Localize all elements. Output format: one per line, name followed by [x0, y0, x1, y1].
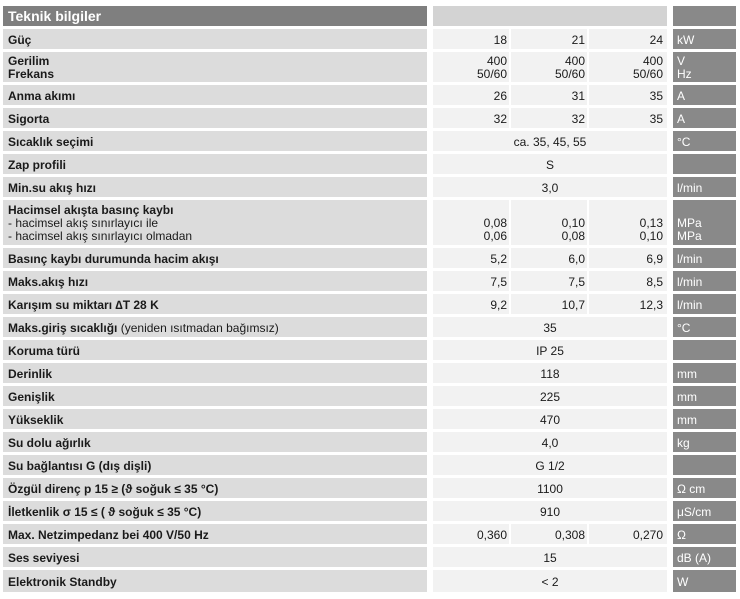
row-label-text: Basınç kaybı durumunda hacim akışı: [8, 252, 219, 266]
row-unit: [673, 154, 736, 174]
row-unit-text: Ω: [677, 528, 686, 542]
row-value: 50/60: [476, 67, 507, 81]
row-values: [433, 248, 667, 268]
row-value: 18: [493, 33, 507, 47]
row-unit-text: dB (A): [677, 551, 712, 565]
row-values: [433, 317, 667, 337]
row-value: 26: [493, 89, 507, 103]
row-value: IP 25: [536, 344, 564, 358]
row-unit: [673, 52, 736, 82]
row-label: [3, 409, 427, 429]
header-values-cell: [433, 6, 667, 26]
row-unit: [673, 271, 736, 291]
row-label: [3, 108, 427, 128]
row-value: 0,270: [632, 528, 663, 542]
row-label-text: Özgül direnç p 15 ≥ (ϑ soğuk ≤ 35 °C): [8, 482, 219, 496]
row-unit-text: A: [677, 112, 686, 126]
row-value: 31: [571, 89, 585, 103]
row-value: 35: [649, 89, 663, 103]
row-label-text: Gerilim: [8, 54, 50, 68]
row-label: [3, 570, 427, 592]
row-unit: [673, 248, 736, 268]
table-row: [0, 177, 740, 197]
row-values: [433, 131, 667, 151]
row-label: [3, 131, 427, 151]
table-row: [0, 317, 740, 337]
row-label-text: Min.su akış hızı: [8, 181, 97, 195]
table-title: Teknik bilgiler: [3, 6, 427, 26]
row-values: [433, 177, 667, 197]
table-row: [0, 432, 740, 452]
row-unit: [673, 85, 736, 105]
row-label-text: Hacimsel akışta basınç kaybı: [8, 203, 174, 217]
row-value: 0,06: [483, 229, 507, 243]
row-values: [433, 29, 667, 49]
table-row: [0, 501, 740, 521]
row-label-suffix: (yeniden ısıtmadan bağımsız): [117, 321, 279, 335]
row-value: 7,5: [490, 275, 507, 289]
row-label: [3, 432, 427, 452]
table-row: [0, 29, 740, 49]
table-row: [0, 200, 740, 245]
row-label-text: Maks.akış hızı: [8, 275, 89, 289]
row-unit: [673, 177, 736, 197]
row-unit-text: kg: [677, 436, 690, 450]
row-label-text: Güç: [8, 33, 32, 47]
row-label: [3, 200, 427, 245]
row-unit: [673, 547, 736, 567]
row-unit: [673, 570, 736, 592]
row-label-text: - hacimsel akış sınırlayıcı ile: [8, 216, 159, 230]
row-unit-text: l/min: [677, 252, 703, 266]
row-values: [433, 294, 667, 314]
row-value: 15: [543, 551, 557, 565]
row-label: [3, 386, 427, 406]
row-unit-text: W: [677, 575, 689, 589]
row-values: [433, 547, 667, 567]
row-label: [3, 501, 427, 521]
row-value: 12,3: [639, 298, 663, 312]
row-label: [3, 271, 427, 291]
row-unit: [673, 409, 736, 429]
row-unit: [673, 386, 736, 406]
row-value: 6,9: [646, 252, 663, 266]
row-unit-text: μS/cm: [677, 505, 712, 519]
row-value: 0,10: [561, 216, 585, 230]
row-value: 400: [486, 54, 507, 68]
table-row: [0, 108, 740, 128]
row-value: 10,7: [561, 298, 585, 312]
row-label-text: Derinlik: [8, 367, 53, 381]
row-values: [433, 524, 667, 544]
row-label: [3, 294, 427, 314]
row-label-text: Frekans: [8, 67, 55, 81]
row-value: 400: [564, 54, 585, 68]
row-label-text: Maks.giriş sıcaklığı (yeniden ısıtmadan bağımsız): [8, 321, 279, 335]
row-unit: [673, 501, 736, 521]
row-value: 6,0: [568, 252, 585, 266]
row-values: [433, 200, 667, 245]
row-label: [3, 52, 427, 82]
row-value: ca. 35, 45, 55: [513, 135, 587, 149]
row-unit: [673, 340, 736, 360]
row-values: [433, 501, 667, 521]
row-unit-text: Hz: [677, 67, 692, 81]
row-label: [3, 478, 427, 498]
row-unit: [673, 432, 736, 452]
row-unit-text: Ω cm: [677, 482, 706, 496]
table-row: [0, 131, 740, 151]
header-unit-cell: [673, 6, 736, 26]
row-unit: [673, 108, 736, 128]
row-value: 50/60: [554, 67, 585, 81]
row-unit-text: mm: [677, 413, 697, 427]
row-unit-text: mm: [677, 390, 697, 404]
row-label-text: İletkenlik σ 15 ≤ ( ϑ soğuk ≤ 35 °C): [8, 505, 202, 519]
row-label: [3, 455, 427, 475]
row-unit: [673, 317, 736, 337]
row-unit-text: mm: [677, 367, 697, 381]
table-row: [0, 85, 740, 105]
table-row: [0, 570, 740, 592]
row-label: [3, 154, 427, 174]
row-label: [3, 29, 427, 49]
row-values: [433, 386, 667, 406]
row-unit: [673, 294, 736, 314]
row-value: 35: [543, 321, 557, 335]
row-label-text: Yükseklik: [8, 413, 64, 427]
row-values: [433, 271, 667, 291]
row-unit-text: l/min: [677, 275, 703, 289]
row-value: G 1/2: [535, 459, 565, 473]
table-row: [0, 478, 740, 498]
row-value: 1100: [537, 482, 563, 496]
row-label-text: Max. Netzimpedanz bei 400 V/50 Hz: [8, 528, 209, 542]
table-row: [0, 524, 740, 544]
table-row: [0, 52, 740, 82]
row-label-text: Genişlik: [8, 390, 55, 404]
row-unit-text: l/min: [677, 298, 703, 312]
row-label-text: - hacimsel akış sınırlayıcı olmadan: [8, 229, 193, 243]
row-value: 118: [540, 367, 560, 381]
row-values: [433, 340, 667, 360]
row-label-text: Karışım su miktarı ∆T 28 K: [8, 298, 159, 312]
row-value: 0,308: [554, 528, 585, 542]
row-value: 32: [493, 112, 507, 126]
row-label-text: Su bağlantısı G (dış dişli): [8, 459, 152, 473]
row-values: [433, 363, 667, 383]
row-label: [3, 547, 427, 567]
row-value: 0,08: [483, 216, 507, 230]
row-values: [433, 409, 667, 429]
row-unit: [673, 478, 736, 498]
row-unit-text: MPa: [677, 229, 702, 243]
row-value: 5,2: [490, 252, 507, 266]
row-unit-text: kW: [677, 33, 695, 47]
row-value: 32: [571, 112, 585, 126]
row-label: [3, 340, 427, 360]
row-label: [3, 363, 427, 383]
row-value: 9,2: [490, 298, 507, 312]
table-row: [0, 386, 740, 406]
row-label-text: Koruma türü: [8, 344, 80, 358]
row-value: 50/60: [632, 67, 663, 81]
row-values: [433, 478, 667, 498]
row-label-text: Zap profili: [8, 158, 66, 172]
row-values: [433, 432, 667, 452]
row-value: 0,10: [639, 229, 663, 243]
row-value: 24: [649, 33, 663, 47]
row-unit-text: V: [677, 54, 686, 68]
row-label-text: Ses seviyesi: [8, 551, 80, 565]
row-unit: [673, 455, 736, 475]
row-values: [433, 570, 667, 592]
table-row: [0, 271, 740, 291]
table-row: [0, 547, 740, 567]
row-unit: [673, 524, 736, 544]
row-unit-text: °C: [677, 135, 691, 149]
row-value: 400: [642, 54, 663, 68]
row-label-text: Sigorta: [8, 112, 50, 126]
row-label-text: Elektronik Standby: [8, 575, 117, 589]
row-values: [433, 455, 667, 475]
table-header: [0, 6, 740, 26]
table-row: [0, 455, 740, 475]
row-value: S: [545, 158, 554, 172]
table-row: [0, 340, 740, 360]
row-label-text: Su dolu ağırlık: [8, 436, 91, 450]
row-unit-text: °C: [677, 321, 691, 335]
row-label: [3, 248, 427, 268]
row-values: [433, 52, 667, 82]
row-value: 4,0: [541, 436, 559, 450]
row-unit: [673, 363, 736, 383]
row-values: [433, 108, 667, 128]
row-value: 225: [539, 390, 561, 404]
row-value: 3,0: [541, 181, 559, 195]
table-row: [0, 294, 740, 314]
row-unit-text: A: [677, 89, 686, 103]
row-value: 0,08: [561, 229, 585, 243]
row-unit: [673, 131, 736, 151]
row-value: < 2: [541, 575, 559, 589]
row-value: 470: [539, 413, 561, 427]
row-value: 0,13: [639, 216, 663, 230]
row-unit: [673, 200, 736, 245]
table-row: [0, 248, 740, 268]
row-label: [3, 524, 427, 544]
row-label: [3, 85, 427, 105]
table-row: [0, 154, 740, 174]
row-label-text: Anma akımı: [8, 89, 76, 103]
table-row: [0, 409, 740, 429]
row-value: 35: [649, 112, 663, 126]
table-row: [0, 363, 740, 383]
row-value: 21: [571, 33, 585, 47]
row-unit-text: l/min: [677, 181, 703, 195]
row-value: 0,360: [476, 528, 507, 542]
row-unit-text: MPa: [677, 216, 702, 230]
row-value: 7,5: [568, 275, 585, 289]
row-label-text: Sıcaklık seçimi: [8, 135, 94, 149]
row-value: 910: [539, 505, 561, 519]
row-values: [433, 154, 667, 174]
row-label: [3, 317, 427, 337]
row-unit: [673, 29, 736, 49]
row-values: [433, 85, 667, 105]
row-value: 8,5: [646, 275, 663, 289]
row-label: [3, 177, 427, 197]
